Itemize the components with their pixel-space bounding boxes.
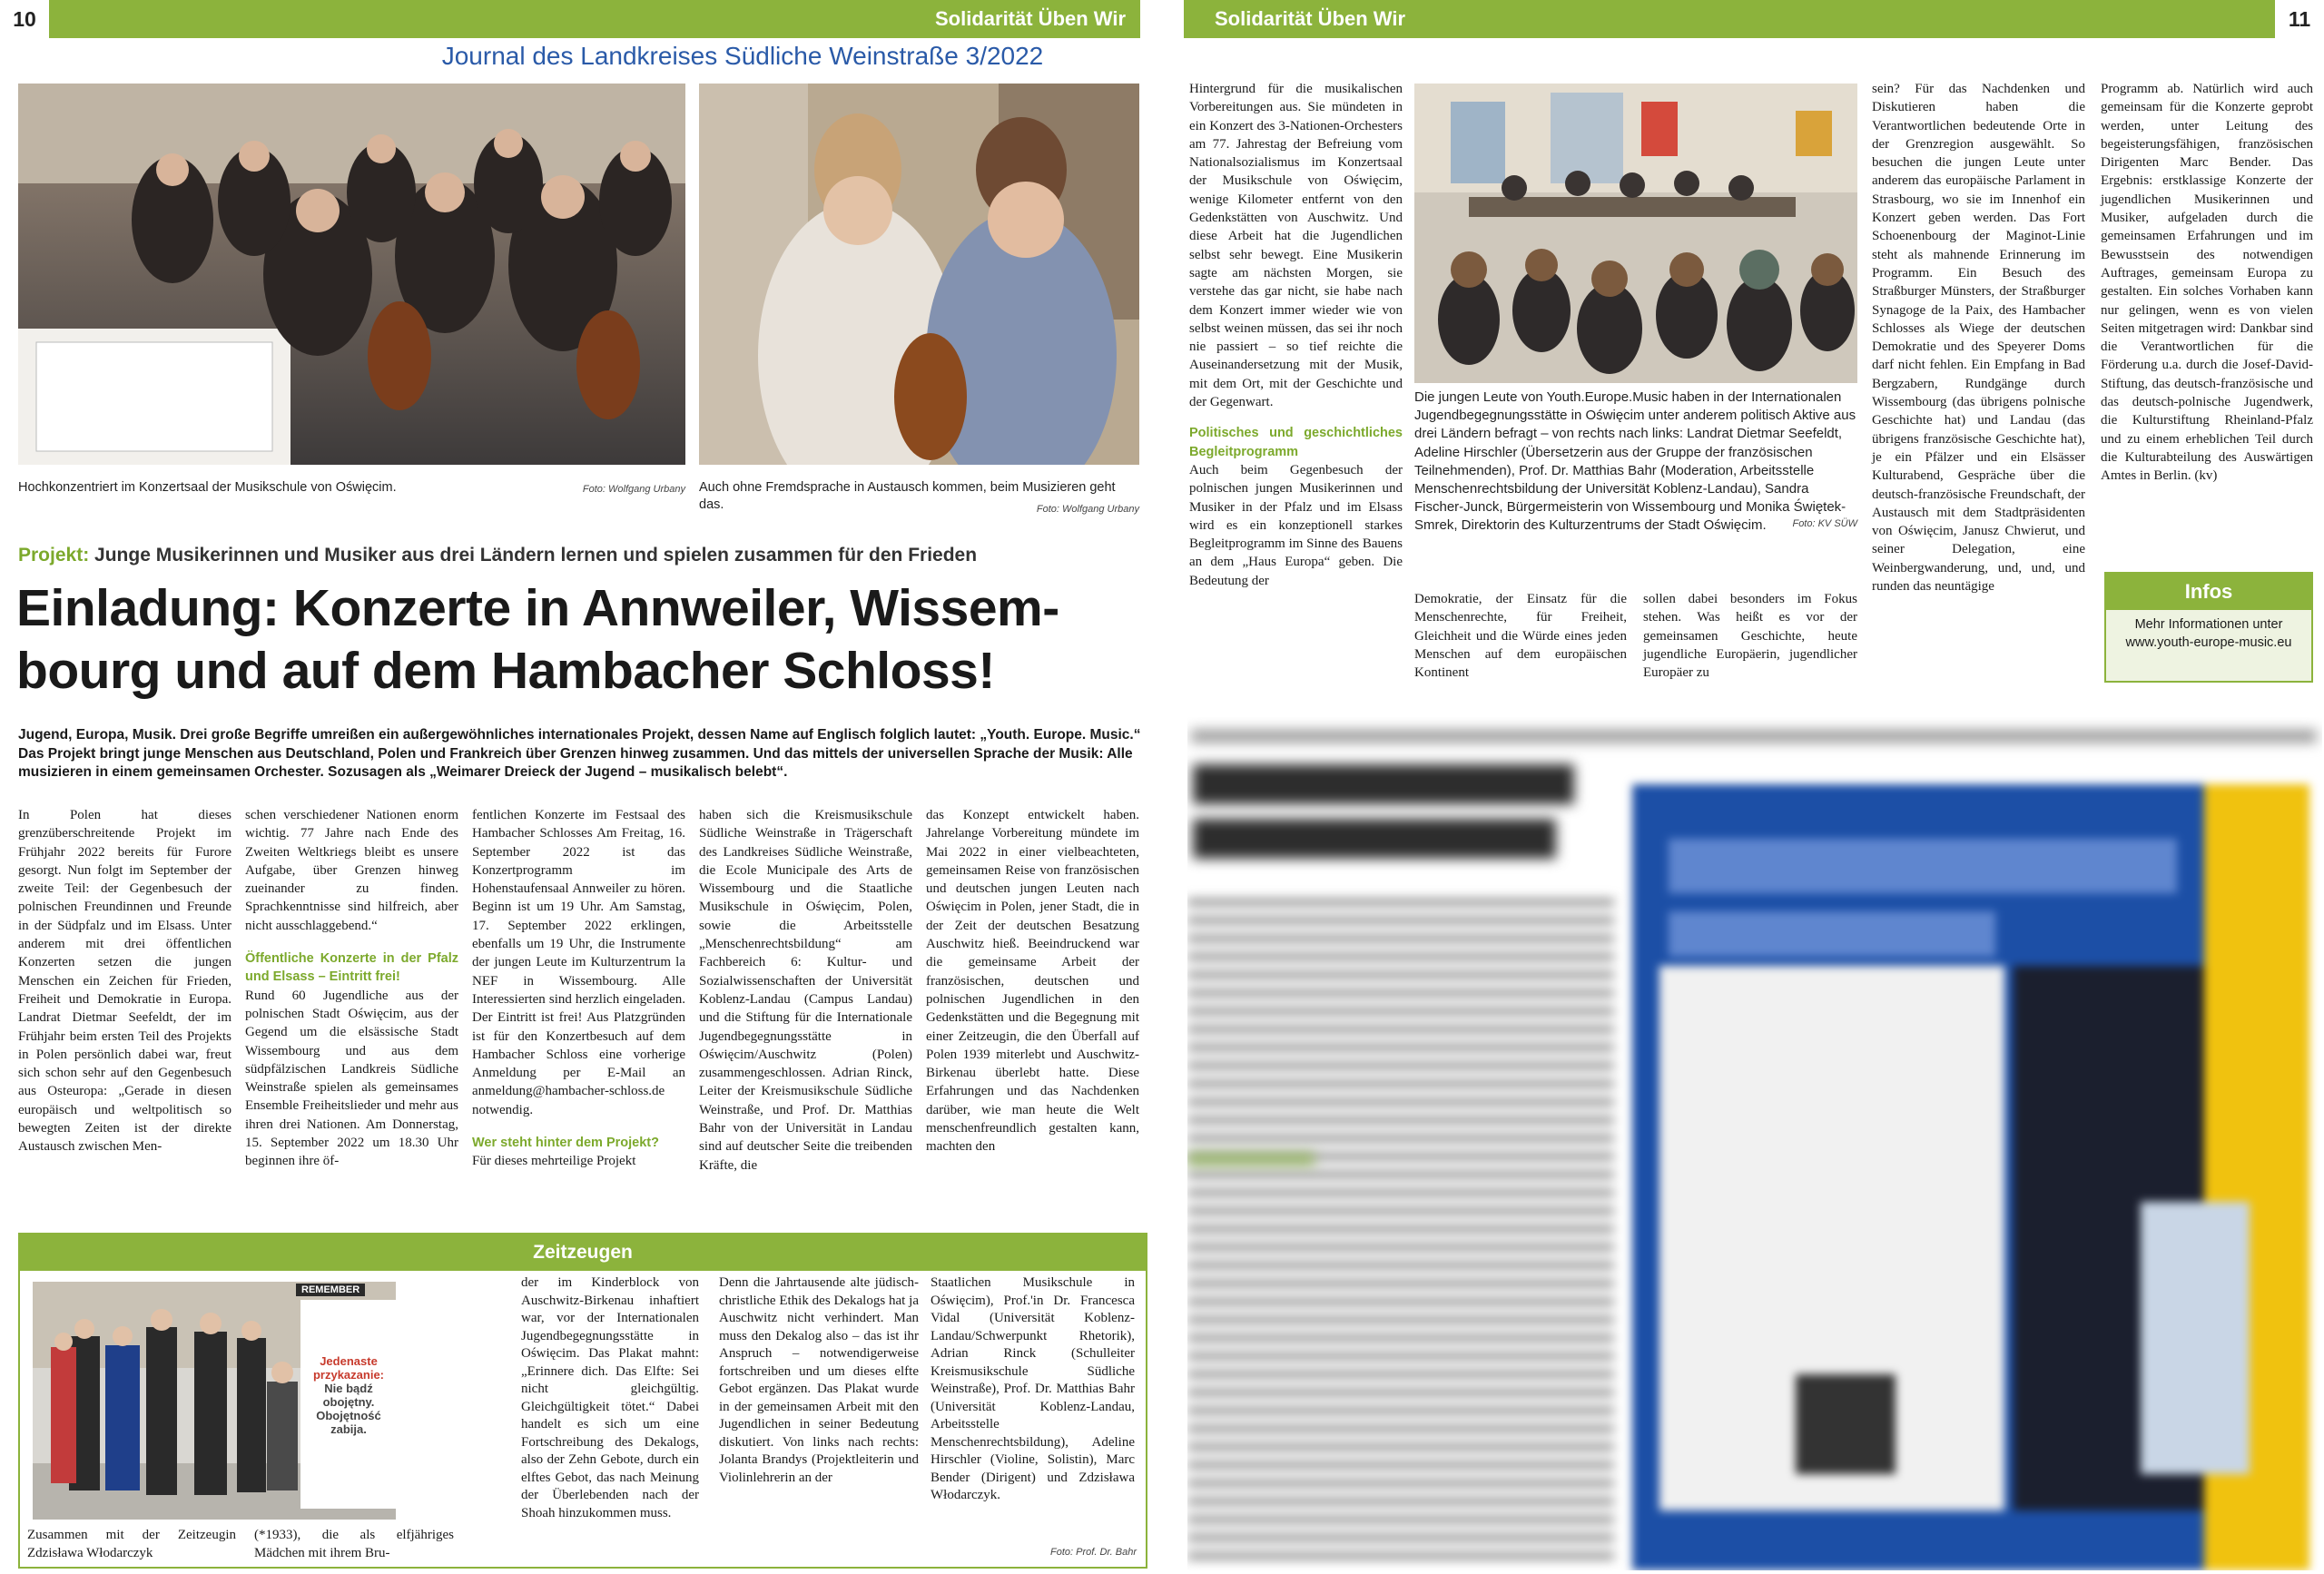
right-column-3b: sollen dabei besonders im Fokus stehen. Was heißt es vor der gemeinsamen Geschichte, heute jugendliche Europäerin, jugendlicher Europäer zu bbox=[1643, 592, 1857, 681]
right-header-bar bbox=[1184, 0, 2324, 38]
zeitzeugen-photo bbox=[33, 1282, 396, 1520]
orchestra-photo bbox=[18, 84, 685, 465]
infos-box bbox=[2104, 572, 2313, 683]
kicker-text: Junge Musikerinnen und Musiker aus drei Ländern lernen und spielen zusammen für den Frieden bbox=[94, 545, 978, 566]
article-headline: Einladung: Konzerte in Annweiler, Wissem- bourg und auf dem Hambacher Schloss! bbox=[16, 579, 1059, 700]
obscured-headline bbox=[1193, 764, 1574, 804]
infos-link[interactable]: Mehr Informationen unter www.youth-europe-music.eu bbox=[2125, 617, 2292, 650]
zeitzeugen-title: Zeitzeugen bbox=[20, 1235, 1146, 1271]
violinists-photo-caption: Auch ohne Fremdsprache in Austausch kommen, beim Musizieren geht das. Foto: Wolfgang Urbany bbox=[699, 479, 1139, 514]
left-header-bar bbox=[0, 0, 1140, 38]
journal-title: Journal des Landkreises Südliche Weinstraße 3/2022 bbox=[441, 42, 1044, 70]
obscured-text-columns bbox=[1187, 899, 1614, 1570]
article-kicker bbox=[18, 545, 977, 566]
subheading-who: Wer steht hinter dem Projekt? bbox=[472, 1136, 659, 1151]
orchestra-photo-credit: Foto: Wolfgang Urbany bbox=[582, 484, 685, 495]
zeitzeugen-column-4: Staatlichen Musikschule in Oświęcim), Prof.'in Dr. Francesca Vidal (Universität Koblenz-Landau/Schwerpunkt Rhetorik), Adrian Rinck (Schulleiter Kreismusikschule Südliche Weinstraße), Prof. Dr. Matthias Bahr (Universität Koblenz-Landau, Arbeitsstelle Menschenrechtsbildung), Adeline Hirschler (Violine, Solistin), Marc Bender (Dirigent) und Zdzisława Włodarczyk. bbox=[931, 1275, 1135, 1502]
right-column-1: Hintergrund für die musikalischen Vorbereitungen aus. Sie mündeten in ein Konzert des 3-Nationen-Orchesters am 77. Jahrestag der Befreiung vom Nationalsozialismus im Konzertsaal der Musikschule von Oświęcim, wenige Kilometer entfernt von den Gedenkstätten von Auschwitz. Und diese Arbeit hat die Jugendlichen selbst sehr bewegt. Eine Musikerin sagte am nächsten Morgen, sie verstehe das gar nicht, sie habe nach dem Konzert immer wieder wie von selbst weinen müssen, das sei ihr noch nie passiert – so tief reichte die Auseinandersetzung mit der Musik, mit dem Ort, mit der Geschichte und der Gegenwart. Politisches und geschichtliches Begleitprogramm Auch beim Gegenbesuch der polnischen jungen Musikerinnen und Musiker in der Pfalz und im Elsass wird es ein konzeptionell starkes Begleitprogramm im Sinne des Bauens an dem „Haus Europa“ geben. Die Bedeutung der bbox=[1189, 82, 1403, 588]
right-page-number: 11 bbox=[2275, 0, 2324, 38]
discussion-photo bbox=[1414, 84, 1857, 383]
body-column-2: schen verschiedener Nationen enorm wichtig. 77 Jahre nach Ende des Zweiten Weltkriegs bleibt es unsere Aufgabe, über Grenzen hinweg zueinander zu finden. Sprachkenntnisse sind hilfreich, aber nicht ausschlaggebend.“ Öffentliche Konzerte in der Pfalz und Elsass – Eintritt frei! Rund 60 Jugendliche aus der polnischen Stadt Oświęcim, aus der Gegend um die elsässische Stadt Wissembourg und aus dem südpfälzischen Landkreis Südliche Weinstraße spielen als gemeinsames Ensemble Freiheitslieder und mehr aus ihren drei Nationen. Am Donnerstag, 15. September 2022 um 18.30 Uhr beginnen ihre öf- bbox=[245, 808, 458, 1169]
violinists-photo bbox=[699, 84, 1139, 465]
zeitzeugen-box bbox=[18, 1233, 1147, 1569]
subheading-concerts: Öffentliche Konzerte in der Pfalz und Elsass – Eintritt frei! bbox=[245, 951, 458, 985]
photo-banner: REMEMBER bbox=[296, 1284, 365, 1296]
kicker-label: Projekt: bbox=[18, 545, 90, 566]
violinists-photo-credit: Foto: Wolfgang Urbany bbox=[1036, 504, 1139, 515]
right-column-2b: Demokratie, der Einsatz für die Menschenrechte, für Freiheit, Gleichheit und die Würde eines jeden Menschen auf dem europäischen Kontinent bbox=[1414, 592, 1627, 681]
zeitzeugen-column-1: (*1933), die als elfjähriges Mädchen mit ihrem Bru- bbox=[254, 1528, 454, 1560]
poster-sign: Jedenaste przykazanie: Nie bądź obojętny. Obojętność zabija. bbox=[312, 1354, 385, 1436]
obscured-headline-2 bbox=[1193, 819, 1556, 859]
body-column-3: fentlichen Konzerte im Festsaal des Hambacher Schlosses Am Freitag, 16. September 2022 ist das Konzertprogramm im Hohenstaufensaal Annweiler zu hören. Beginn ist um 19 Uhr. Am Samstag, 17. September 2022 erklingen, ebenfalls um 19 Uhr, die Instrumente der jungen Leute im Kulturzentrum la NEF in Wissembourg. Alle Interessierten sind herzlich eingeladen. Der Eintritt ist frei! Aus Platzgründen ist für den Konzertbesuch auf dem Hambacher Schloss eine vorherige Anmeldung per E-Mail an anmeldung@hambacher-schloss.de notwendig. Wer steht hinter dem Projekt? Für dieses mehrteilige Projekt bbox=[472, 808, 685, 1169]
obscured-advert bbox=[1632, 784, 2309, 1570]
body-column-5: das Konzept entwickelt haben. Jahrelange Vorbereitung mündete im Mai 2022 in einer vielbeachteten, gemeinsamen Reise von französischen und deutschen jungen Leuten nach Oświęcim in Polen, jener Stadt, die in der Zeit der deutschen Besatzung Auschwitz hieß. Beeindruckend war die gemeinsame Arbeit der französischen, deutschen und polnischen Jugendlichen in den Gedenkstätten und die Begegnung mit einer Zeitzeugin, die den Überfall auf Polen 1939 miterlebt und Auschwitz-Birkenau überlebt hatte. Diese Erfahrungen und das Nachdenken darüber, wie man heute die Welt menschenfreundlich gestalten kann, machten den bbox=[926, 808, 1139, 1155]
right-column-4: sein? Für das Nachdenken und Diskutieren haben die Verantwortlichen bedeutende Orte in der Grenzregion ausgewählt. So besuchen die jungen Leute unter anderem das europäische Parlament in Strasbourg, wo sie im Innenhof ein Konzert geben werden. Das Fort Schoenenbourg der Maginot-Linie steht als mahnende Erinnerung im Programm. Ein Besuch des Straßburger Münsters, der Straßburger Synagoge de la Paix, des Hambacher Schlosses als Wiege der deutschen Demokratie und des Speyerer Doms darf nicht fehlen. Ein Empfang in Bad Bergzabern, Rundgänge durch Wissembourg (das übrigens polnische Geschichte hat) und Landau (das übrigens französische Geschichte hat), je ein Pfälzer und ein Elsässer Kulturabend, Gespräche über die deutsch-französische Freundschaft, der Austausch mit dem Stadtpräsidenten von Oświęcim, Janusz Chwierut, und seiner Delegation, eine Weinbergwanderung, und, und, und runden das neuntägige bbox=[1872, 82, 2085, 595]
right-section-label: Solidarität Üben Wir bbox=[1215, 7, 1406, 30]
orchestra-photo-caption: Hochkonzentriert im Konzertsaal der Musikschule von Oświęcim. Foto: Wolfgang Urbany bbox=[18, 479, 685, 497]
body-column-4: haben sich die Kreismusikschule Südliche Weinstraße in Trägerschaft des Landkreises Südliche Weinstraße, die Ecole Municipale des Arts de Wissembourg und die Staatliche Musikschule in Oświęcim, Polen, sowie die Arbeitsstelle „Menschenrechtsbildung“ am Fachbereich 6: Kultur- und Sozialwissenschaften der Universität Koblenz-Landau (Campus Landau) und die Stiftung für die Internationale Jugendbegegnungsstätte in Oświęcim/Auschwitz (Polen) zusammengeschlossen. Adrian Rinck, Leiter der Kreismusikschule Südliche Weinstraße, und Prof. Dr. Matthias Bahr von der Universität in Landau sind auf deutscher Seite die treibenden Kräfte, die bbox=[699, 808, 912, 1173]
left-page-number: 10 bbox=[0, 0, 49, 38]
zeitzeugen-column-2: der im Kinderblock von Auschwitz-Birkenau inhaftiert war, vor der Internationalen Jugendbegegnungsstätte in Oświęcim. Das Plakat mahnt: „Erinnere dich. Das Elfte: Sei nicht gleichgültig. Gleichgültigkeit tötet.“ Dabei handelt es sich um eine Fortschreibung des Dekalogs, also der Zehn Gebote, durch ein elftes Gebot, das nach Meinung der Überlebenden nach der Shoah hinzukommen muss. bbox=[521, 1275, 699, 1520]
obscured-kicker bbox=[1191, 730, 2317, 743]
left-section-label: Solidarität Üben Wir bbox=[935, 7, 1127, 30]
body-column-1: In Polen hat dieses grenzüberschreitende Projekt im Frühjahr 2022 bereits für Furore gesorgt. Nun folgt im September der zweite Teil: der Gegenbesuch der polnischen Freundinnen und Freunde in der Südpfalz und im Elsass. Unter anderem mit drei öffentlichen Konzerten setzen die jungen Menschen ein Zeichen für Frieden, Freiheit und Demokratie in Europa. Landrat Dietmar Seefeldt, der im Frühjahr beim ersten Teil des Projekts in Polen persönlich dabei war, freut sich schon sehr auf den Gegenbesuch aus Osteuropa: „Gerade in diesen europäisch und weltpolitisch so bewegten Zeiten ist der direkte Austausch zwischen Men- bbox=[18, 808, 231, 1155]
discussion-photo-credit: Foto: KV SÜW bbox=[1792, 518, 1857, 530]
obscured-green-accent bbox=[1187, 1153, 1315, 1166]
zeitzeugen-caption: Zusammen mit der Zeitzeugin Zdzisława Włodarczyk bbox=[27, 1528, 236, 1560]
zeitzeugen-credit: Foto: Prof. Dr. Bahr bbox=[1050, 1547, 1137, 1558]
article-intro: Jugend, Europa, Musik. Drei große Begriffe umreißen ein außergewöhnliches internationales Projekt, dessen Name auf Englisch folglich lautet: „Youth. Europe. Music.“ Das Projekt bringt junge Menschen aus Deutschland, Polen und Frankreich über Grenzen hinweg zusammen. Und das mittels der universellen Sprache der Musik: Alle musizieren in einem gemeinsamen Orchester. Sozusagen als „Weimarer Dreieck der Jugend – musikalisch belebt“. bbox=[18, 727, 1141, 780]
discussion-photo-caption: Die jungen Leute von Youth.Europe.Music haben in der Internationalen Jugendbegegnungsstätte in Oświęcim unter anderem politisch Aktive aus drei Ländern befragt – von rechts nach links: Landrat Dietmar Seefeldt, Adeline Hirschler (Übersetzerin aus der Gruppe der französischen Teilnehmenden), Prof. Dr. Matthias Bahr (Moderation, Arbeitsstelle Menschenrechtsbildung der Universität Koblenz-Landau), Sandra Fischer-Junck, Bürgermeisterin von Wissembourg und Monika Świętek-Smrek, Direktorin des Kulturzentrums der Stadt Oświęcim. Foto: KV SÜW bbox=[1414, 389, 1857, 534]
zeitzeugen-column-3: Denn die Jahrtausende alte jüdisch-christliche Ethik des Dekalogs hat ja Auschwitz nicht verhindert. Man muss den Dekalog also – das ist ihr Anspruch – notwendigerweise fortschreiben und um dieses elfte Gebot ergänzen. Das Plakat wurde in der gemeinsamen Arbeit mit den Jugendlichen in seiner Bedeutung diskutiert. Von links nach rechts: Jolanta Brandys (Projektleiterin und Violinlehrerin an der bbox=[719, 1275, 919, 1485]
obscured-article bbox=[1187, 717, 2322, 1570]
infos-title: Infos bbox=[2106, 574, 2311, 610]
subheading-program: Politisches und geschichtliches Begleitprogramm bbox=[1189, 426, 1403, 459]
right-column-5: Programm ab. Natürlich wird auch gemeinsam für die Konzerte geprobt werden, unter Leitung des begeisterungsfähigen, französischen Dirigenten Marc Bender. Das Ergebnis: erstklassige Konzerte der jugendlichen Musikerinnen und Musiker, aufgeladen durch die gemeinsamen Erfahrungen und im Bewusstsein des notwendigen Auftrages, gemeinsam Europa zu gestalten. Ein solches Vorhaben kann nur gelingen, wenn es von vielen Seiten mitgetragen wird: Dankbar sind die Verantwortlichen für die Förderung u.a. durch die Josef-David-Stiftung, das deutsch-französische und das deutsch-polnische Jugendwerk, die Kulturstiftung Rheinland-Pfalz und zu einem erheblichen Teil durch die Kulturabteilung des Auswärtigen Amtes in Berlin. (kv) bbox=[2101, 82, 2313, 484]
